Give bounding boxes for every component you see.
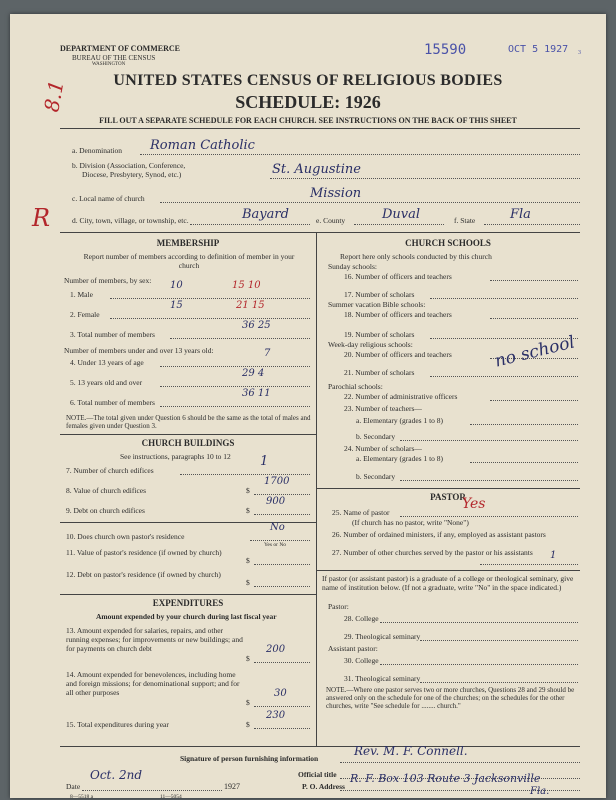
yes-or-no-hint: Yes or No [264, 542, 287, 548]
print-number: 11—5054 [160, 794, 182, 800]
pastor-name-hint: (If church has no pastor, write "None") [352, 518, 469, 527]
total-members-2-label: 6. Total number of members [70, 398, 155, 407]
school-24a-label: a. Elementary (grades 1 to 8) [356, 454, 444, 463]
serial-stamp: 15590 [424, 42, 467, 58]
expense-14-dollar: $ [246, 698, 250, 707]
pastor-29-label: 29. Theological seminary [344, 632, 421, 641]
male-count[interactable]: 10 [170, 280, 183, 291]
form-subtitle: SCHEDULE: 1926 [235, 92, 381, 112]
under-13-value[interactable]: 7 [264, 348, 271, 359]
po-address-value[interactable]: R. F. Box 103 Route 3 Jacksonville [350, 772, 541, 785]
residence-own-value[interactable]: No [270, 522, 285, 533]
schools-heading: CHURCH SCHOOLS [405, 238, 491, 248]
sunday-schools-label: Sunday schools: [328, 262, 377, 271]
value-edifices-value[interactable]: 1700 [264, 476, 290, 487]
buildings-instruction: See instructions, paragraphs 10 to 12 [120, 452, 231, 461]
signature-value[interactable]: Rev. M. F. Connell. [354, 744, 468, 758]
form-number: 8—5518 a [70, 794, 94, 800]
form-instruction: FILL OUT A SEPARATE SCHEDULE FOR EACH CHURCH. SEE INSTRUCTIONS ON THE BACK OF THIS SHEET [99, 116, 517, 125]
expenditures-heading: EXPENDITURES [152, 598, 224, 608]
female-label: 2. Female [70, 310, 100, 319]
male-label: 1. Male [70, 290, 93, 299]
under-13-label: 4. Under 13 years of age [70, 358, 144, 367]
total-members-label: 3. Total number of members [70, 330, 155, 339]
red-annotation-left: R [32, 204, 51, 232]
school-17-label: 17. Number of scholars [344, 290, 415, 299]
pastor-27-value[interactable]: 1 [550, 550, 557, 561]
school-24b-label: b. Secondary [356, 472, 396, 481]
edifices-label: 7. Number of church edifices [66, 466, 154, 475]
county-label: e. County [316, 216, 346, 225]
expense-14-value[interactable]: 30 [274, 688, 287, 699]
school-20-label: 20. Number of officers and teachers [344, 350, 452, 359]
expense-13-label: 13. Amount expended for salaries, repairs, and other running expenses; for improvements or new buildings; and for payments on church debt [66, 626, 243, 653]
date-value[interactable]: Oct. 2nd [90, 768, 143, 782]
school-19-label: 19. Number of scholars [344, 330, 415, 339]
residence-value-label: 11. Value of pastor's residence (if owned by church) [66, 548, 222, 557]
pastor-30-label: 30. College [344, 656, 379, 665]
pastor-31-label: 31. Theological seminary [344, 674, 421, 683]
total-members-2-value[interactable]: 36 11 [242, 388, 271, 399]
bureau-name: BUREAU OF THE CENSUS [72, 54, 156, 62]
bureau-city: WASHINGTON [92, 62, 126, 67]
local-name-value[interactable]: Mission [310, 186, 362, 201]
city-value[interactable]: Bayard [242, 207, 289, 222]
red-annotation-top: 8.1 [39, 78, 69, 114]
pastor-college-note: If pastor (or assistant pastor) is a graduate of a college or theological seminary, give name of institution below. (If not a graduate, write "No" in the space indicated.) [322, 574, 574, 592]
expense-15-label: 15. Total expenditures during year [66, 720, 169, 729]
department-name: DEPARTMENT OF COMMERCE [60, 44, 181, 53]
assistant-pastor-label: Assistant pastor: [328, 644, 378, 653]
residence-debt-dollar: $ [246, 578, 250, 587]
school-23-label: 23. Number of teachers— [344, 404, 422, 413]
membership-footnote: NOTE.—The total given under Question 6 should be the same as the total of males and females given under Question 3. [66, 414, 311, 430]
weekday-schools-label: Week-day religious schools: [328, 340, 413, 349]
over-13-label: 5. 13 years old and over [70, 378, 143, 387]
value-edifices-label: 8. Value of church edifices [66, 486, 147, 495]
state-value[interactable]: Fla [510, 207, 531, 222]
expense-13-dollar: $ [246, 654, 250, 663]
division-value[interactable]: St. Augustine [272, 162, 361, 177]
date-year: 1927 [224, 782, 240, 791]
po-address-state[interactable]: Fla. [530, 786, 550, 797]
debt-edifices-label: 9. Debt on church edifices [66, 506, 145, 515]
official-title-label: Official title [298, 770, 337, 779]
parochial-schools-label: Parochial schools: [328, 382, 383, 391]
stamp-mark: 3 [578, 50, 581, 56]
expenditures-note: Amount expended by your church during last fiscal year [96, 612, 277, 621]
city-label: d. City, town, village, or township, etc. [72, 216, 189, 225]
school-23a-label: a. Elementary (grades 1 to 8) [356, 416, 444, 425]
pastor-26-label: 26. Number of ordained ministers, if any, employed as assistant pastors [332, 530, 546, 539]
census-form-sheet [10, 14, 606, 798]
pastor-footnote: NOTE.—Where one pastor serves two or more churches, Questions 28 and 29 should be answered only on the schedule for one of the churches; on the schedules for the other churches, write "See schedule for ........ church." [326, 686, 575, 710]
school-21-label: 21. Number of scholars [344, 368, 415, 377]
residence-own-label: 10. Does church own pastor's residence [66, 532, 185, 541]
total-members-value[interactable]: 36 25 [242, 320, 271, 331]
school-16-label: 16. Number of officers and teachers [344, 272, 452, 281]
debt-edifices-value[interactable]: 900 [266, 496, 286, 507]
county-value[interactable]: Duval [382, 207, 421, 222]
school-23b-label: b. Secondary [356, 432, 396, 441]
value-dollar: $ [246, 486, 250, 495]
residence-debt-label: 12. Debt on pastor's residence (if owned by church) [66, 570, 221, 579]
membership-heading: MEMBERSHIP [156, 238, 220, 248]
date-label: Date [66, 782, 81, 791]
pastor-27-label: 27. Number of other churches served by the pastor or his assistants [332, 548, 533, 557]
signature-label: Signature of person furnishing information [180, 754, 319, 763]
membership-note: Report number of members according to definition of member in your church [83, 252, 295, 270]
school-18-label: 18. Number of officers and teachers [344, 310, 452, 319]
expense-15-value[interactable]: 230 [266, 710, 286, 721]
debt-dollar: $ [246, 506, 250, 515]
expense-13-value[interactable]: 200 [266, 644, 286, 655]
pastor-sub-label: Pastor: [328, 602, 349, 611]
schools-note: Report here only schools conducted by this church [340, 252, 492, 261]
membership-sex-label: Number of members, by sex: [64, 276, 152, 285]
expense-14-label: 14. Amount expended for benevolences, including home and foreign missions; for denominational support; and for all other purposes [66, 670, 240, 697]
pastor-name-value[interactable]: Yes [462, 496, 486, 512]
pastor-28-label: 28. College [344, 614, 379, 623]
local-name-label: c. Local name of church [72, 194, 145, 203]
summer-schools-label: Summer vacation Bible schools: [328, 300, 426, 309]
pastor-heading: PASTOR [430, 492, 466, 502]
state-label: f. State [454, 216, 476, 225]
denomination-value[interactable]: Roman Catholic [150, 138, 255, 153]
po-address-label: P. O. Address [302, 782, 345, 791]
female-count[interactable]: 15 [170, 300, 183, 311]
school-24-label: 24. Number of scholars— [344, 444, 422, 453]
pastor-name-label: 25. Name of pastor [332, 508, 390, 517]
expense-15-dollar: $ [246, 720, 250, 729]
school-22-label: 22. Number of administrative officers [344, 392, 458, 401]
form-title: UNITED STATES CENSUS OF RELIGIOUS BODIES [113, 72, 503, 89]
division-label: b. Division (Association, Conference, [72, 161, 186, 170]
residence-value-dollar: $ [246, 556, 250, 565]
denomination-label: a. Denomination [72, 146, 122, 155]
buildings-heading: CHURCH BUILDINGS [141, 438, 235, 448]
no-school-note[interactable]: no school [492, 332, 577, 372]
male-correction[interactable]: 15 10 [232, 280, 261, 291]
female-correction[interactable]: 21 15 [236, 300, 265, 311]
division-label-2: Diocese, Presbytery, Synod, etc.) [82, 170, 182, 179]
age-split-label: Number of members under and over 13 years old: [64, 346, 214, 355]
edifices-value[interactable]: 1 [260, 454, 269, 469]
over-13-value[interactable]: 29 4 [242, 368, 265, 379]
date-stamp: OCT 5 1927 [508, 44, 569, 55]
